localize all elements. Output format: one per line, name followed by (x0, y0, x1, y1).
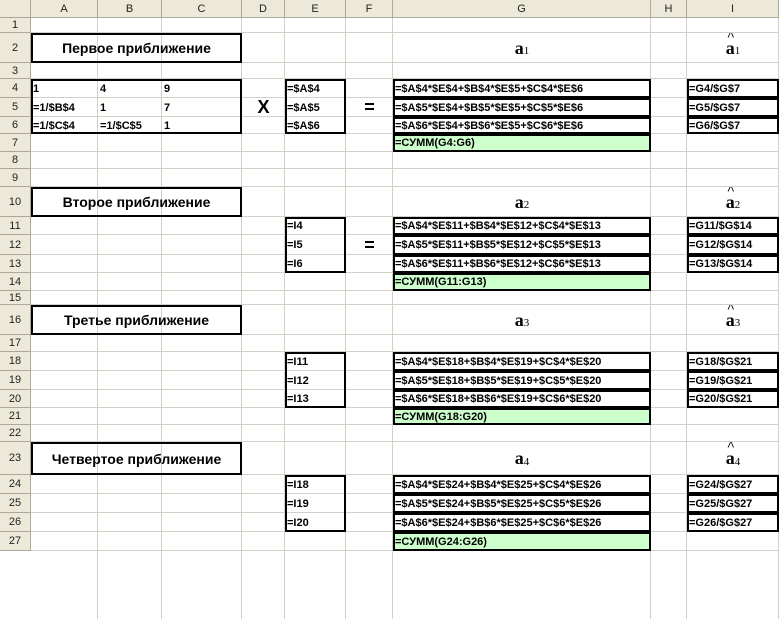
row-header-14[interactable]: 14 (0, 273, 31, 291)
row-header-25[interactable]: 25 (0, 494, 31, 513)
cell-i12[interactable]: =G12/$G$14 (689, 239, 753, 251)
cell-e25[interactable]: =I19 (287, 497, 309, 510)
a-hat-letter: ^ a (726, 448, 735, 469)
row-header-27[interactable]: 27 (0, 532, 31, 551)
vector-a-hat-label (687, 33, 779, 63)
matrix-cell-c4[interactable]: 9 (164, 82, 171, 95)
column-header-i[interactable]: I (687, 0, 779, 18)
row-header-20[interactable]: 20 (0, 390, 31, 408)
row-header-19[interactable]: 19 (0, 371, 31, 390)
a-subscript: 1 (523, 45, 530, 57)
cell-e5[interactable]: =$A$5 (287, 101, 320, 114)
cell-i18[interactable]: =G18/$G$21 (689, 355, 753, 368)
column-header-h[interactable]: H (651, 0, 687, 18)
cell-g27[interactable]: =СУММ(G24:G26) (393, 532, 651, 551)
cell-i4[interactable]: =G4/$G$7 (689, 82, 741, 95)
column-header-c[interactable]: C (162, 0, 242, 18)
cell-g14[interactable]: =СУММ(G11:G13) (393, 273, 651, 291)
cell-g6[interactable]: =$A$6*$E$4+$B$6*$E$5+$C$6*$E$6 (395, 119, 584, 132)
cell-e18[interactable]: =I11 (287, 355, 309, 368)
cell-g24[interactable]: =$A$4*$E$24+$B$4*$E$25+$C$4*$E$26 (395, 478, 602, 491)
cell-i13[interactable]: =G13/$G$14 (689, 258, 753, 270)
cell-e12[interactable]: =I5 (287, 239, 303, 251)
equals-sign: = (364, 235, 375, 255)
column-header-g[interactable]: G (393, 0, 651, 18)
vector-a-label (393, 33, 651, 63)
section-title: Второе приближение (62, 194, 211, 210)
column-header-a[interactable]: A (31, 0, 98, 18)
cell-g7[interactable]: =СУММ(G4:G6) (393, 134, 651, 152)
a-subscript: 2 (523, 199, 530, 211)
cell-i6[interactable]: =G6/$G$7 (689, 119, 741, 132)
row-header-11[interactable]: 11 (0, 217, 31, 235)
cell-g21[interactable]: =СУММ(G18:G20) (393, 408, 651, 425)
cell-g4[interactable]: =$A$4*$E$4+$B$4*$E$5+$C$4*$E$6 (395, 82, 584, 95)
cell-e20[interactable]: =I13 (287, 393, 309, 405)
cell-e19[interactable]: =I12 (287, 374, 309, 387)
vector-a-hat-label (687, 305, 779, 335)
column-header-b[interactable]: B (98, 0, 162, 18)
matrix-cell-a4[interactable]: 1 (33, 82, 40, 95)
a-letter: a (514, 309, 524, 330)
a-hat-letter: ^ a (726, 310, 735, 331)
a-letter: a (514, 448, 524, 468)
matrix-cell-c6[interactable]: 1 (164, 119, 171, 132)
a-hat-subscript: 2 (734, 199, 741, 211)
a-hat-letter: ^ a (726, 192, 735, 213)
a-hat-subscript: 4 (734, 455, 741, 468)
cell-i26[interactable]: =G26/$G$27 (689, 516, 753, 529)
vector-a-label (393, 442, 651, 475)
row-header-6[interactable]: 6 (0, 117, 31, 134)
cell-e11[interactable]: =I4 (287, 220, 303, 232)
matrix-cell-a5[interactable]: =1/$B$4 (33, 101, 75, 114)
vector-a-hat-label (687, 442, 779, 475)
cell-e6[interactable]: =$A$6 (287, 119, 320, 132)
section-title: Третье приближение (63, 312, 210, 328)
cell-g13[interactable]: =$A$6*$E$11+$B$6*$E$12+$C$6*$E$13 (395, 258, 601, 270)
row-header-9[interactable]: 9 (0, 169, 31, 187)
cell-g12[interactable]: =$A$5*$E$11+$B$5*$E$12+$C$5*$E$13 (395, 239, 601, 251)
cell-i5[interactable]: =G5/$G$7 (689, 101, 741, 114)
cell-e26[interactable]: =I20 (287, 516, 309, 529)
cell-i19[interactable]: =G19/$G$21 (689, 374, 753, 387)
cell-i24[interactable]: =G24/$G$27 (689, 478, 753, 491)
a-subscript: 3 (523, 317, 530, 329)
row-header-23[interactable]: 23 (0, 442, 31, 475)
cell-e4[interactable]: =$A$4 (287, 82, 320, 95)
row-header-1[interactable]: 1 (0, 18, 31, 33)
row-header-24[interactable]: 24 (0, 475, 31, 494)
row-header-13[interactable]: 13 (0, 255, 31, 273)
section-title: Первое приближение (62, 40, 211, 56)
row-header-2[interactable]: 2 (0, 33, 31, 63)
matrix-cell-b6[interactable]: =1/$C$5 (100, 119, 142, 132)
row-header-7[interactable]: 7 (0, 134, 31, 152)
cell-i25[interactable]: =G25/$G$27 (689, 497, 753, 510)
column-header-f[interactable]: F (346, 0, 393, 18)
cell-e24[interactable]: =I18 (287, 478, 309, 491)
multiply-sign: X (257, 98, 270, 117)
section-title: Четвертое приближение (51, 450, 222, 467)
row-header-12[interactable]: 12 (0, 235, 31, 255)
row-header-15[interactable]: 15 (0, 291, 31, 305)
vector-a-hat-label (687, 187, 779, 217)
row-header-17[interactable]: 17 (0, 335, 31, 352)
column-header-e[interactable]: E (285, 0, 346, 18)
cell-g20[interactable]: =$A$6*$E$18+$B$6*$E$19+$C$6*$E$20 (395, 393, 602, 405)
cell-g26[interactable]: =$A$6*$E$24+$B$6*$E$25+$C$6*$E$26 (395, 516, 602, 529)
vector-a-label (393, 305, 651, 335)
cell-g25[interactable]: =$A$5*$E$24+$B$5*$E$25+$C$5*$E$26 (395, 497, 602, 510)
row-header-26[interactable]: 26 (0, 513, 31, 532)
row-header-5[interactable]: 5 (0, 98, 31, 117)
equals-sign: = (364, 98, 375, 117)
a-letter: a (514, 191, 524, 212)
cell-g18[interactable]: =$A$4*$E$18+$B$4*$E$19+$C$4*$E$20 (395, 355, 602, 368)
row-header-3[interactable]: 3 (0, 63, 31, 79)
row-header-22[interactable]: 22 (0, 425, 31, 442)
matrix-cell-a6[interactable]: =1/$C$4 (33, 119, 75, 132)
cell-g19[interactable]: =$A$5*$E$18+$B$5*$E$19+$C$5*$E$20 (395, 374, 602, 387)
cell-e13[interactable]: =I6 (287, 258, 303, 270)
row-header-16[interactable]: 16 (0, 305, 31, 335)
column-header-d[interactable]: D (242, 0, 285, 18)
a-hat-letter: ^ a (726, 38, 735, 59)
matrix-cell-c5[interactable]: 7 (164, 101, 171, 114)
select-all-corner[interactable] (0, 0, 31, 18)
cell-g11[interactable]: =$A$4*$E$11+$B$4*$E$12+$C$4*$E$13 (395, 220, 601, 232)
grid-line (31, 168, 779, 169)
a-hat-subscript: 3 (734, 317, 741, 329)
matrix-cell-b5[interactable]: 1 (100, 101, 107, 114)
row-header-4[interactable]: 4 (0, 79, 31, 98)
row-header-10[interactable]: 10 (0, 187, 31, 217)
a-subscript: 4 (523, 455, 530, 468)
cell-g5[interactable]: =$A$5*$E$4+$B$5*$E$5+$C$5*$E$6 (395, 101, 584, 114)
vector-a-label (393, 187, 651, 217)
matrix-cell-b4[interactable]: 4 (100, 82, 107, 95)
cell-i20[interactable]: =G20/$G$21 (689, 393, 753, 405)
row-header-21[interactable]: 21 (0, 408, 31, 425)
row-header-18[interactable]: 18 (0, 352, 31, 371)
a-hat-subscript: 1 (734, 45, 741, 57)
row-header-8[interactable]: 8 (0, 152, 31, 169)
a-letter: a (514, 37, 524, 58)
cell-i11[interactable]: =G11/$G$14 (689, 220, 752, 232)
